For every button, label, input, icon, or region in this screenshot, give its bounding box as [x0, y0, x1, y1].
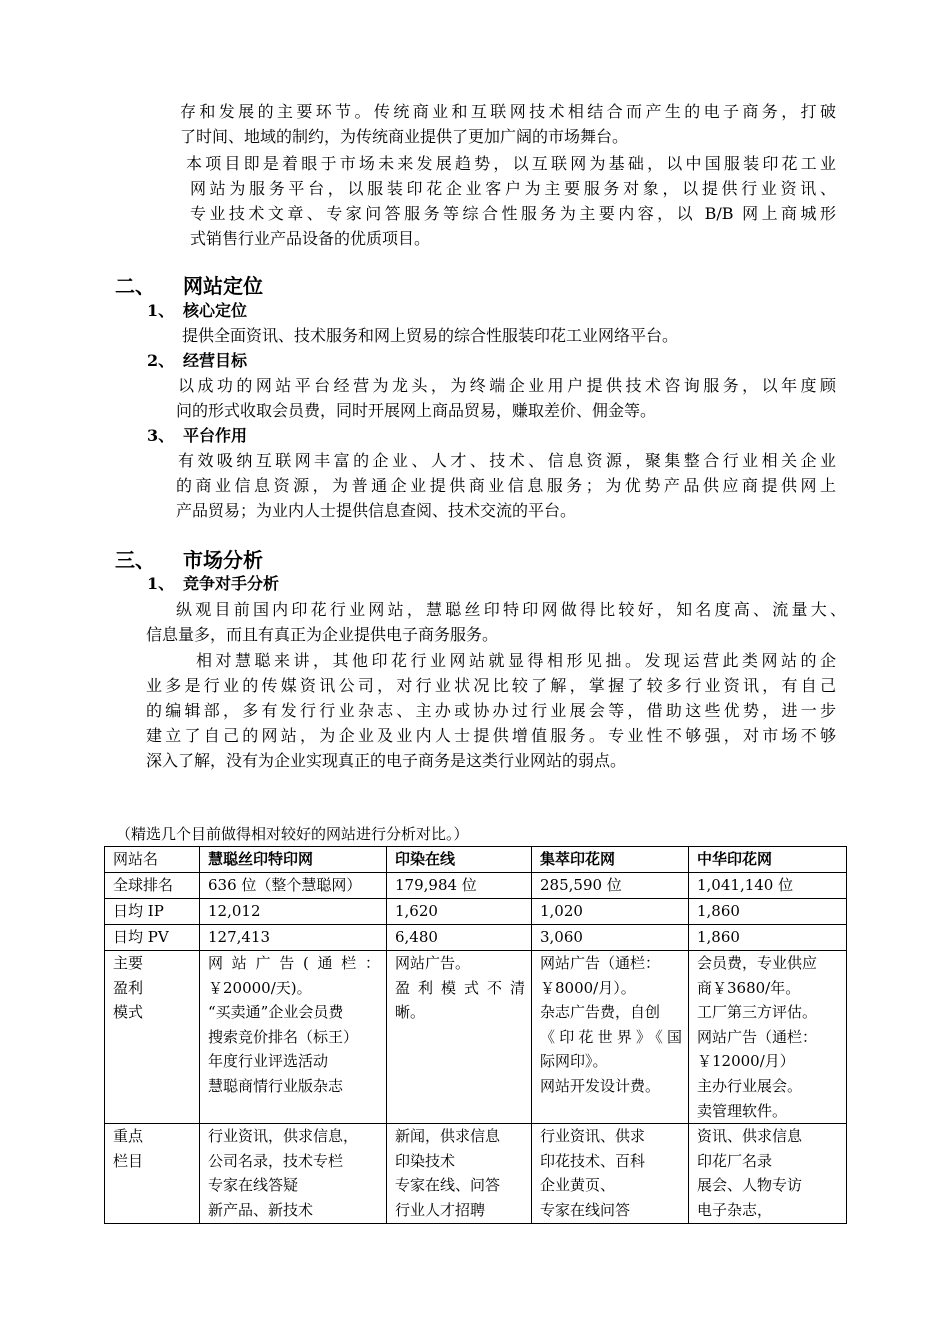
- table-cell: 全球排名: [105, 873, 200, 899]
- section2-heading: [115, 273, 263, 299]
- intro-para2-line3: 专业技术文章、专家问答服务等综合性服务为主要内容，以 B/B 网上商城形: [190, 204, 836, 223]
- intro-para1-line1: 存和发展的主要环节。传统商业和互联网技术相结合而产生的电子商务，打破: [180, 102, 836, 121]
- section3-para2-line5: 深入了解，没有为企业实现真正的电子商务是这类行业网站的弱点。: [146, 751, 627, 770]
- header-cell: 印染在线: [387, 847, 532, 873]
- section3-title: 市场分析: [183, 548, 263, 572]
- table-cell: 1,020: [532, 899, 689, 925]
- header-cell: 中华印花网: [689, 847, 847, 873]
- section2-number: 二、: [115, 274, 155, 298]
- section3-para1-line1: 纵观目前国内印花行业网站，慧聪丝印特印网做得比较好，知名度高、流量大、: [176, 600, 846, 619]
- section2-item3-line3: 产品贸易；为业内人士提供信息查阅、技术交流的平台。: [176, 501, 577, 520]
- table-cell-label: 主要 盈利 模式: [105, 951, 200, 1124]
- table-cell: 网站广告（通栏： ￥8000/月）。 杂志广告费，自创 《印花世界》《国 际网印》。 网站开发设计费。: [532, 951, 689, 1124]
- table-cell: 12,012: [200, 899, 387, 925]
- section2-item2-line1: 以成功的网站平台经营为龙头，为终端企业用户提供技术咨询服务，以年度顾: [178, 376, 836, 395]
- table-cell: 网站广告。 盈利模式不清 晰。: [387, 951, 532, 1124]
- table-cell: 日均 PV: [105, 925, 200, 951]
- table-caption: （精选几个目前做得相对较好的网站进行分析对比。）: [116, 825, 469, 843]
- table-row-focus-columns: [105, 1124, 847, 1223]
- table-cell: 179,984 位: [387, 873, 532, 899]
- section3-sub1-heading: 1、 竞争对手分析: [147, 574, 280, 593]
- section3-para2-line2: 业多是行业的传媒资讯公司，对行业状况比较了解，掌握了较多行业资讯，有自己: [146, 676, 836, 695]
- intro-para1-line2: 了时间、地域的制约，为传统商业提供了更加广阔的市场舞台。: [180, 127, 629, 146]
- table-cell: 3,060: [532, 925, 689, 951]
- table-cell-label: 重点 栏目: [105, 1124, 200, 1223]
- table-cell: 6,480: [387, 925, 532, 951]
- table-header-row: [105, 847, 847, 873]
- section2-title: 网站定位: [183, 274, 263, 298]
- table-row-daily-ip: [105, 899, 847, 925]
- table-cell: 会员费，专业供应 商￥3680/年。 工厂第三方评估。 网站广告（通栏： ￥12000/月） 主办行业展会。 卖管理软件。: [689, 951, 847, 1124]
- section2-item3-line2: 的商业信息资源，为普通企业提供商业信息服务；为优势产品供应商提供网上: [176, 476, 836, 495]
- table-cell: 285,590 位: [532, 873, 689, 899]
- table-row-daily-pv: [105, 925, 847, 951]
- table-cell: 资讯、供求信息 印花厂名录 展会、人物专访 电子杂志，: [689, 1124, 847, 1223]
- table-cell: 1,620: [387, 899, 532, 925]
- section3-number: 三、: [115, 548, 155, 572]
- table-cell: 1,860: [689, 899, 847, 925]
- table-cell: 日均 IP: [105, 899, 200, 925]
- table-row-rank: [105, 873, 847, 899]
- section3-para2-line1: 相对慧聪来讲，其他印花行业网站就显得相形见拙。发现运营此类网站的企: [196, 651, 836, 670]
- section2-item2-line2: 问的形式收取会员费，同时开展网上商品贸易，赚取差价、佣金等。: [176, 401, 657, 420]
- section3-para2-line4: 建立了自己的网站，为企业及业内人士提供增值服务。专业性不够强，对市场不够: [146, 726, 836, 745]
- header-cell: 集萃印花网: [532, 847, 689, 873]
- header-cell: 慧聪丝印特印网: [200, 847, 387, 873]
- table-cell: 127,413: [200, 925, 387, 951]
- section3-heading: [115, 547, 263, 573]
- table-cell: 行业资讯，供求信息， 公司名录，技术专栏 专家在线答疑 新产品、新技术: [200, 1124, 387, 1223]
- section2-item1-heading: 1、 核心定位: [147, 301, 248, 320]
- section2-item3-heading: 3、 平台作用: [147, 426, 248, 445]
- intro-para2-line4: 式销售行业产品设备的优质项目。: [190, 229, 431, 248]
- table-cell: 网站广告(通栏： ￥20000/天)。 “买卖通”企业会员费 搜索竞价排名（标王） 年度行业评选活动 慧聪商情行业版杂志: [200, 951, 387, 1124]
- header-cell: 网站名: [105, 847, 200, 873]
- table-cell: 1,041,140 位: [689, 873, 847, 899]
- section2-item1-text: 提供全面资讯、技术服务和网上贸易的综合性服装印花工业网络平台。: [182, 326, 679, 345]
- intro-para2-line1: 本项目即是着眼于市场未来发展趋势，以互联网为基础，以中国服装印花工业: [186, 154, 836, 173]
- section2-item2-heading: 2、 经营目标: [147, 351, 248, 370]
- table-row-profit-model: [105, 951, 847, 1124]
- intro-para2-line2: 网站为服务平台，以服装印花企业客户为主要服务对象，以提供行业资讯、: [190, 179, 836, 198]
- table-cell: 行业资讯、供求 印花技术、百科 企业黄页、 专家在线问答: [532, 1124, 689, 1223]
- section2-item3-line1: 有效吸纳互联网丰富的企业、人才、技术、信息资源，聚集整合行业相关企业: [178, 451, 836, 470]
- table-cell: 新闻，供求信息 印染技术 专家在线、问答 行业人才招聘: [387, 1124, 532, 1223]
- table-cell: 1,860: [689, 925, 847, 951]
- table-cell: 636 位（整个慧聪网）: [200, 873, 387, 899]
- section3-para2-line3: 的编辑部，多有发行行业杂志、主办或协办过行业展会等，借助这些优势，进一步: [146, 701, 836, 720]
- section3-para1-line2: 信息量多，而且有真正为企业提供电子商务服务。: [146, 625, 499, 644]
- comparison-table: [104, 846, 847, 1224]
